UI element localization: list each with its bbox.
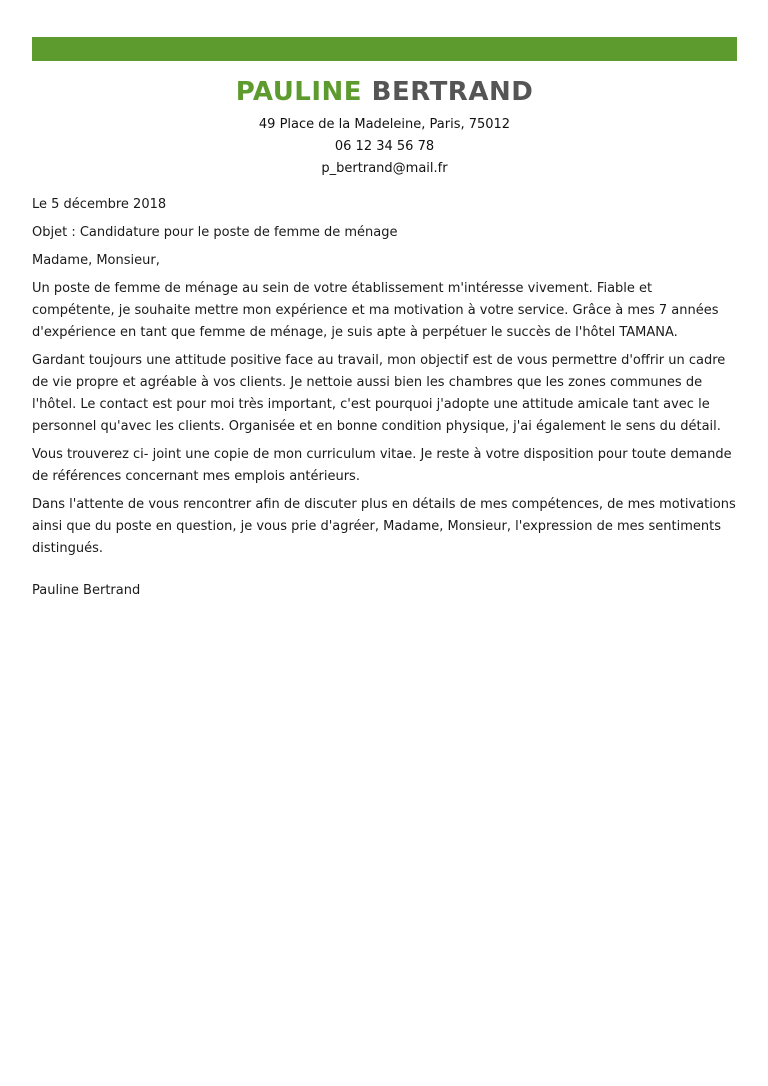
letter-header	[32, 74, 737, 180]
sender-first-name: PAULINE	[235, 77, 363, 107]
letter-subject: Objet : Candidature pour le poste de femme de ménage	[32, 225, 398, 240]
sender-phone: 06 12 34 56 78	[334, 139, 435, 154]
sender-name	[32, 74, 737, 110]
letter-signature: Pauline Bertrand	[32, 583, 141, 598]
letter-paragraph: Vous trouverez ci- joint une copie de mon curriculum vitae. Je reste à votre disposition pour toute demande de références concernant mes emplois antérieurs.	[32, 447, 732, 484]
letter-body	[32, 194, 737, 608]
sender-email: p_bertrand@mail.fr	[321, 161, 448, 176]
letter-paragraph: Un poste de femme de ménage au sein de votre établissement m'intéresse vivement. Fiable et compétente, je souhaite mettre mon expérience et ma motivation à votre service. Grâce à mes 7 années d'expérience en tant que femme de ménage, je suis apte à perpétuer le succès de l'hôtel TAMANA.	[32, 281, 719, 340]
header-accent-bar	[32, 37, 737, 61]
letter-paragraph: Dans l'attente de vous rencontrer afin de discuter plus en détails de mes compétences, de mes motivations ainsi que du poste en question, je vous prie d'agréer, Madame, Monsieur, l'expression de mes sentiments distingués.	[32, 497, 736, 556]
letter-paragraph: Gardant toujours une attitude positive face au travail, mon objectif est de vous permettre d'offrir un cadre de vie propre et agréable à vos clients. Je nettoie aussi bien les chambres que les zones communes de l'hôtel. Le contact est pour moi très important, c'est pourquoi j'adopte une attitude amicale tant avec le personnel qu'avec les clients. Organisée et en bonne condition physique, j'ai également le sens du détail.	[32, 353, 726, 434]
sender-last-name: BERTRAND	[371, 77, 534, 107]
sender-address: 49 Place de la Madeleine, Paris, 75012	[258, 117, 511, 132]
letter-salutation: Madame, Monsieur,	[32, 253, 160, 268]
letter-date: Le 5 décembre 2018	[32, 197, 167, 212]
